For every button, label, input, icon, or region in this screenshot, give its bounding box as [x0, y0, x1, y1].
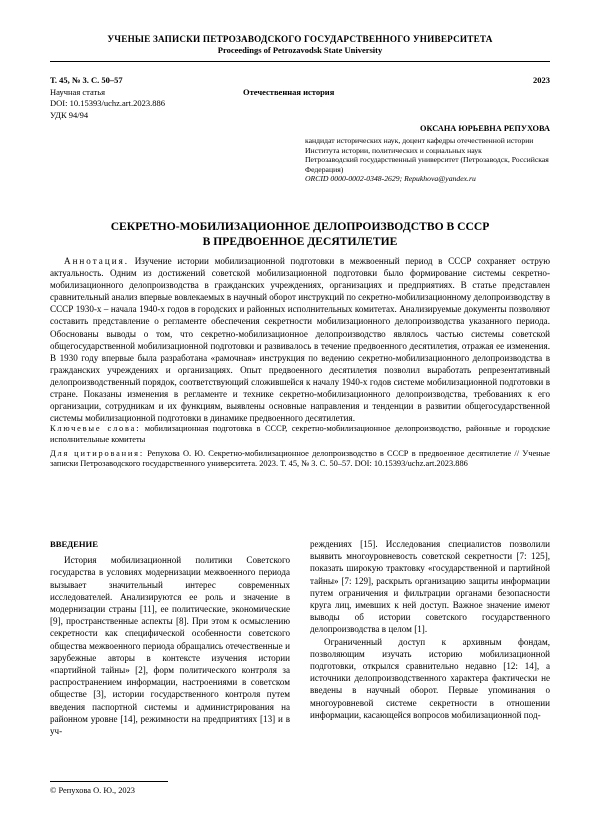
doi: DOI: 10.15393/uchz.art.2023.886 [50, 98, 165, 108]
keywords [50, 424, 550, 445]
year: 2023 [533, 75, 550, 85]
title-line-2: В ПРЕДВОЕННОЕ ДЕСЯТИЛЕТИЕ [202, 235, 398, 248]
body-column-right [310, 538, 550, 721]
journal-title: УЧЕНЫЕ ЗАПИСКИ ПЕТРОЗАВОДСКОГО ГОСУДАРСТВЕННОГО УНИВЕРСИТЕТА [107, 34, 493, 44]
citation [50, 449, 550, 470]
copyright: © Репухова О. Ю., 2023 [50, 786, 135, 795]
footer-rule [50, 781, 168, 782]
volume-info: Т. 45, № 3. С. 50–57 [50, 75, 123, 85]
author-name: ОКСАНА ЮРЬЕВНА РЕПУХОВА [419, 124, 550, 133]
article-page [50, 0, 550, 820]
abstract-block [50, 255, 550, 470]
section-heading: ВВЕДЕНИЕ [50, 539, 98, 549]
article-meta [50, 75, 550, 125]
citation-label: Для цитирования: [50, 448, 144, 458]
abstract-label: Аннотация. [64, 256, 130, 266]
body-paragraph: История мобилизационной политики Советского государства в условиях модернизации межвоенного периода вызывает значительный интерес современных исследователей. Анализируются ее роль и значение в модернизации страны [11], ее политические, экономические [9], пространственные аспекты [8]. При этом к осмыслению секретности как специфической особенности советского общества межвоенного периода обращались отечественные и зарубежные авторы в контексте изучения истории «партийной тайны» [2], форм политического контроля за распространением информации, настроениями в советском обществе [3], истории государственного контроля путем введения паспортной системы и администрирования на районном уровне [14], режимности на предприятиях [13] и в уч- [50, 555, 290, 737]
author-position: кандидат исторических наук, доцент кафедры отечественной истории Института истории, политических и социальных наук [305, 136, 534, 155]
keywords-label: Ключевые слова: [50, 424, 141, 434]
section-name: Отечественная история [243, 86, 335, 97]
title-line-1: СЕКРЕТНО-МОБИЛИЗАЦИОННОЕ ДЕЛОПРОИЗВОДСТВО В СССР [110, 220, 490, 233]
udk: УДК 94/94 [50, 109, 89, 120]
journal-title-en: Proceedings of Petrozavodsk State University [217, 45, 383, 55]
keywords-text: мобилизационная подготовка в СССР, секретно-мобилизационное делопроизводство, районные и городские исполнительные комитеты [50, 424, 551, 444]
article-type: Научная статья [50, 86, 106, 97]
citation-text: Репухова О. Ю. Секретно-мобилизационное делопроизводство в СССР в предвоенное десятилетие // Ученые записки Петрозаводского государственного университета. 2023. Т. 45, № 3. С. 50–57. DOI: 10.15393/uchz.art.2023.886 [50, 448, 550, 469]
author-affiliation: Петрозаводский государственный университет (Петрозаводск, Российская Федерация) [305, 155, 549, 174]
meta-left [50, 75, 165, 121]
article-title [50, 219, 550, 249]
body-paragraph: реждениях [15]. Исследования специалистов позволили выявить многоуровневость советской секретности [7: 125], показать широкую трактовку «государственной и партийной тайны» [7: 129], раскрыть организацию защиты информации путем ограничения и фильтрации органами безопасности круга лиц, имевших к ней доступ. Важное значение имеют выводы об истории советского государственного делопроизводства в целом [1]. [310, 539, 550, 635]
header-rule [50, 61, 550, 62]
body-paragraph: Ограниченный доступ к архивным фондам, позволяющим изучать историю мобилизационной подготовки, открылся сравнительно недавно [12: 14], а источники делопроизводственного характера фактически не введены в научный оборот. Первые упоминания о многоуровневой системе секретности в отношении информации, касающейся вопросов мобилизационной под- [310, 636, 550, 720]
abstract-text: Изучение истории мобилизационной подготовки в межвоенный период в СССР сохраняет острую актуальность. Одним из достижений советской мобилизационной подготовки было формирование системы секретно-мобилизационного делопроизводства в гражданских учреждениях, организациях и предприятиях. В статье представлен сравнительный анализ впервые вовлекаемых в научный оборот инструкций по секретно-мобилизационному делопроизводству в СССР 1930-х – начала 1940-х годов в городских и районных исполнительных комитетах. Анализируемые документы позволяют составить представление о регламенте обеспечения секретности мобилизационного делопроизводства указанного периода. Обоснованы выводы о том, что секретно-мобилизационное делопроизводство являлось частью системы советской общегосударственной мобилизационной подготовки и развивалось в течение предвоенного десятилетия, отражая ее изменения. В 1930 году впервые была разработана «рамочная» инструкция по ведению секретно-мобилизационного делопроизводства в гражданских учреждениях и организациях. Опыт предвоенного десятилетия позволил выработать репрезентативный делопроизводственный порядок, соответствующий сложившейся к началу 1940-х годов системе мобилизационной подготовки в стране. Показаны изменения в регламенте и технике секретно-мобилизационного делопроизводства, требованиях к его организации, сотрудникам и их функциям, выявлены основные направления и тенденции в развитии общегосударственной системы мобилизационной подготовки в динамике предвоенного десятилетия. [50, 256, 550, 424]
author-block [305, 124, 550, 183]
body-column-left [50, 538, 290, 737]
abstract-paragraph [50, 255, 550, 424]
author-orcid: ORCID 0000-0002-0348-2629; Repukhova@yandex.ru [305, 174, 476, 184]
